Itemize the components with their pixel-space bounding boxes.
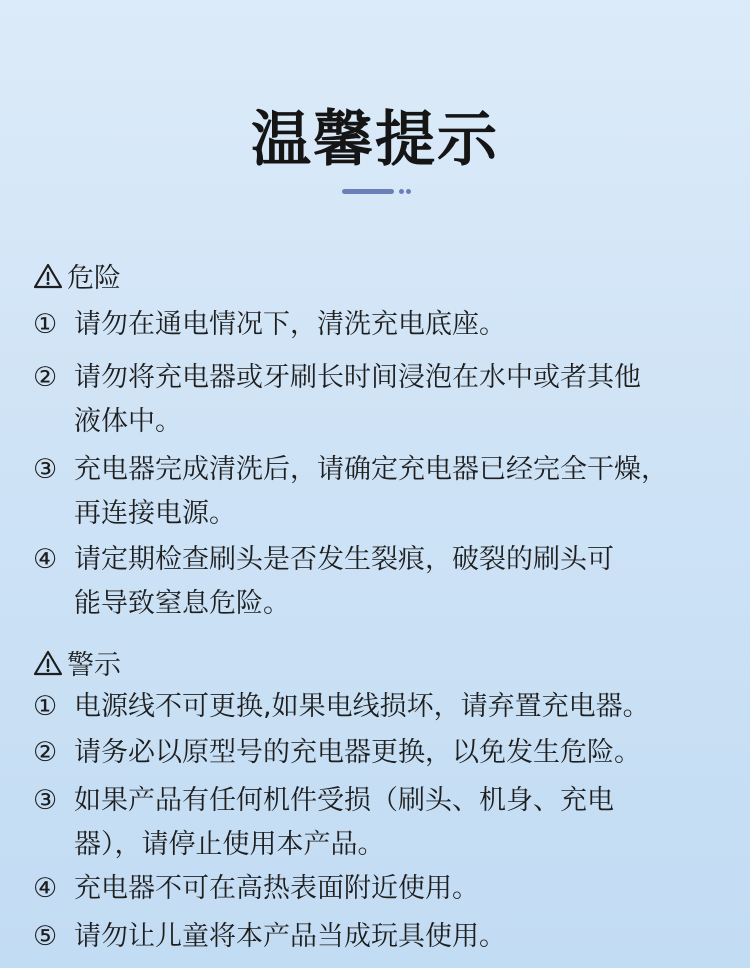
item-text: 请定期检查刷头是否发生裂痕，破裂的刷头可 能导致窒息危险。 [74,544,614,619]
danger-item-3 [33,448,723,536]
danger-item-1 [33,303,723,347]
danger-heading-label: 危险 [67,263,121,294]
item-number: ② [33,362,58,393]
item-number: ③ [33,454,58,485]
divider-dot [399,189,404,194]
danger-heading [33,256,121,295]
danger-item-4 [33,538,723,626]
warning-triangle-icon [33,262,63,290]
item-text: 电源线不可更换,如果电线损坏，请弃置充电器。 [74,691,650,722]
item-text: 请务必以原型号的充电器更换，以免发生危险。 [74,737,641,768]
item-number: ④ [33,544,58,575]
item-text: 充电器完成清洗后，请确定充电器已经完全干燥， 再连接电源。 [74,454,668,529]
warning-item-2 [33,731,723,775]
warning-triangle-icon [33,649,63,677]
item-number: ③ [33,785,58,816]
warning-heading-label: 警示 [67,650,121,681]
item-text: 请勿让儿童将本产品当成玩具使用。 [74,921,506,952]
divider-bar [342,189,394,194]
warning-item-1 [33,685,723,729]
item-number: ④ [33,873,58,904]
item-number: ① [33,309,58,340]
title-divider [342,189,414,195]
page-title: 温馨提示 [251,105,499,175]
item-text: 充电器不可在高热表面附近使用。 [74,873,479,904]
warning-item-4 [33,867,723,911]
item-text: 如果产品有任何机件受损（刷头、机身、充电 器），请停止使用本产品。 [74,785,614,860]
item-text: 请勿将充电器或牙刷长时间浸泡在水中或者其他 液体中。 [74,362,641,437]
item-number: ① [33,691,58,722]
divider-dot [406,189,411,194]
warning-item-5 [33,915,723,959]
warning-heading [33,643,121,682]
item-number: ⑤ [33,921,58,952]
warning-item-3 [33,779,723,867]
danger-item-2 [33,356,723,444]
item-number: ② [33,737,58,768]
item-text: 请勿在通电情况下，清洗充电底座。 [74,309,506,340]
